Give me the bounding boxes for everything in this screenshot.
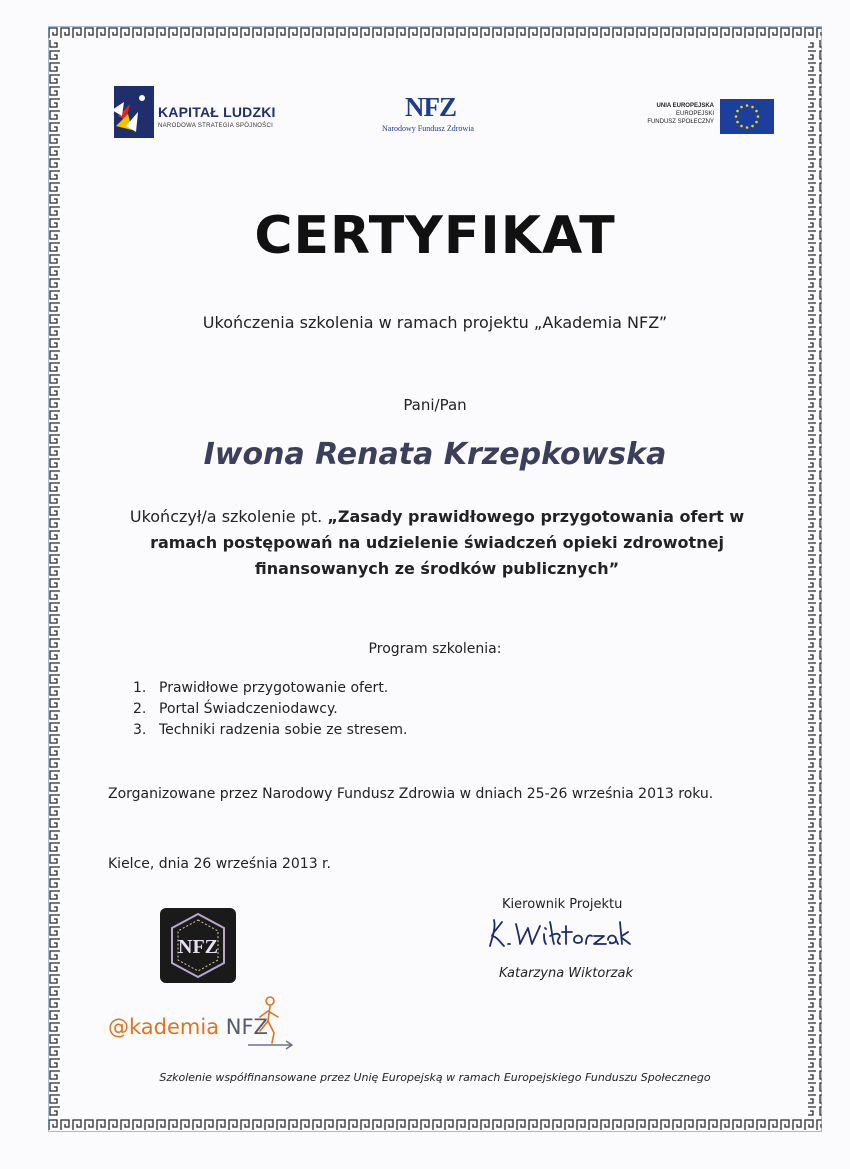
hologram-seal	[160, 908, 236, 983]
svg-text:NFZ: NFZ	[178, 936, 218, 958]
signatory-role: Kierownik Projektu	[502, 897, 623, 912]
list-item-text: Techniki radzenia sobie ze stresem.	[159, 722, 408, 738]
list-item-number: 1.	[133, 680, 147, 696]
place-date: Kielce, dnia 26 września 2013 r.	[108, 856, 331, 872]
course-intro: Ukończył/a szkolenie pt.	[129, 507, 323, 526]
kapital-ludzki-subtitle: NARODOWA STRATEGIA SPÓJNOŚCI	[158, 123, 274, 129]
eu-logo-text	[630, 102, 714, 126]
nfz-logo: NFZ	[405, 92, 456, 122]
program-heading: Program szkolenia:	[368, 641, 502, 657]
course-title: „Zasady prawidłowego przygotowania ofert w ramach postępowań na udzielenie świadczeń opieki zdrowotnej finansowanych ze środków publicznych”	[150, 507, 745, 578]
eu-line2: EUROPEJSKI	[675, 111, 714, 117]
eu-line3: FUNDUSZ SPOŁECZNY	[647, 119, 714, 125]
handwritten-signature	[486, 914, 634, 954]
footer-cofinancing: Szkolenie współfinansowane przez Unię Europejską w ramach Europejskiego Funduszu Społecznego	[159, 1071, 711, 1084]
kapital-ludzki-emblem	[112, 86, 154, 138]
organized-statement: Zorganizowane przez Narodowy Fundusz Zdrowia w dniach 25-26 września 2013 roku.	[108, 786, 714, 802]
program-list	[133, 678, 408, 741]
list-item	[133, 678, 408, 699]
walking-figure-icon	[248, 995, 294, 1051]
signatory-name: Katarzyna Wiktorzak	[499, 966, 633, 981]
akademia-suffix: NFZ	[219, 1015, 268, 1039]
list-item	[133, 699, 408, 720]
akademia-nfz-logo	[108, 1015, 268, 1039]
nfz-logo-subtitle: Narodowy Fundusz Zdrowia	[382, 124, 474, 133]
eu-flag-icon	[720, 99, 774, 134]
list-item-number: 3.	[133, 722, 147, 738]
course-description	[112, 504, 762, 582]
certificate-subtitle: Ukończenia szkolenia w ramach projektu „Akademia NFZ”	[202, 313, 668, 332]
list-item-number: 2.	[133, 701, 147, 717]
akademia-prefix: @kademia	[108, 1015, 220, 1039]
kapital-ludzki-title: KAPITAŁ LUDZKI	[158, 104, 276, 120]
salutation: Pani/Pan	[403, 396, 467, 414]
eu-line1: UNIA EUROPEJSKA	[656, 103, 714, 109]
list-item-text: Prawidłowe przygotowanie ofert.	[159, 680, 389, 696]
recipient-name: Iwona Renata Krzepkowska	[203, 437, 667, 472]
list-item-text: Portal Świadczeniodawcy.	[159, 701, 338, 717]
certificate-title: CERTYFIKAT	[254, 206, 616, 266]
list-item	[133, 720, 408, 741]
